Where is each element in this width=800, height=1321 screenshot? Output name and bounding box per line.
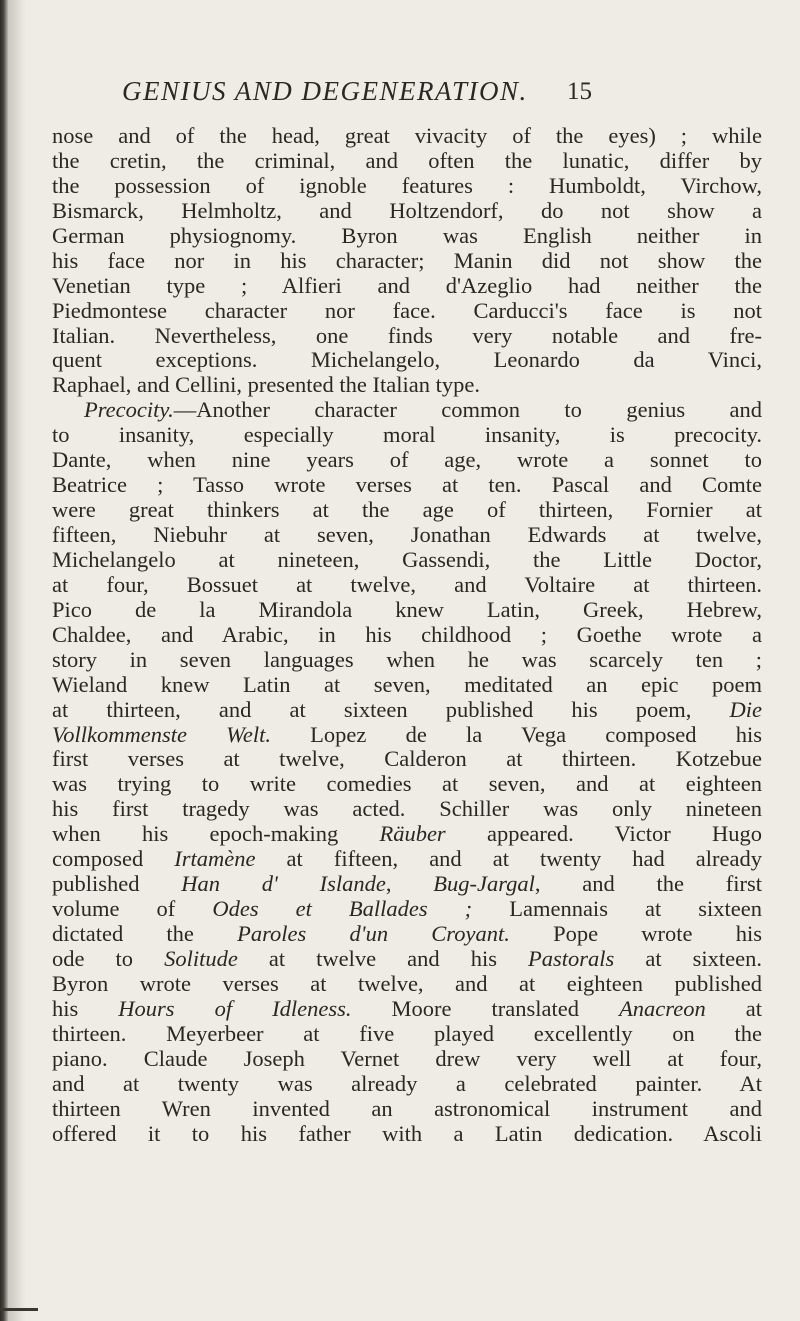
- text-segment: first verses at twelve, Calderon at thirteen. Kotzebue: [52, 746, 762, 772]
- text-line: [52, 897, 762, 922]
- text-line: [52, 673, 762, 698]
- italic-text: Irtamène: [174, 846, 256, 872]
- text-segment: Piedmontese character nor face. Carducci's face is not: [52, 297, 762, 323]
- text-line: [52, 274, 762, 299]
- text-segment: at fifteen, and at twenty had already: [255, 846, 763, 872]
- text-line: [52, 174, 762, 199]
- text-segment: Byron wrote verses at twelve, and at eighteen published: [52, 970, 762, 996]
- text-line: [52, 398, 762, 423]
- text-segment: and at twenty was already a celebrated painter. At: [52, 1070, 762, 1096]
- gutter-shadow: [8, 0, 26, 1321]
- text-segment: Dante, when nine years of age, wrote a sonnet to: [52, 447, 762, 473]
- text-line: [52, 1122, 762, 1147]
- text-segment: his: [52, 995, 119, 1021]
- italic-text: Paroles d'un Croyant.: [237, 921, 510, 946]
- text-segment: at thirteen, and at sixteen published his poem,: [52, 696, 730, 722]
- text-line: [52, 299, 762, 324]
- text-line: [52, 1097, 762, 1122]
- text-segment: Lopez de la Vega composed his: [270, 721, 762, 747]
- italic-text: Räuber: [379, 821, 446, 847]
- text-segment: at twelve and his: [237, 945, 529, 971]
- text-segment: Moore translated: [351, 995, 620, 1021]
- text-segment: thirteen. Meyerbeer at five played excellently on the: [52, 1020, 762, 1046]
- text-line: [52, 373, 762, 398]
- text-segment: at: [705, 995, 762, 1021]
- text-line: [52, 1072, 762, 1097]
- text-segment: at sixteen.: [614, 945, 762, 971]
- text-line: [52, 847, 762, 872]
- text-segment: were great thinkers at the age of thirteen, Fornier at: [52, 497, 762, 523]
- text-segment: to insanity, especially moral insanity, is precocity.: [52, 422, 762, 448]
- text-line: [52, 473, 762, 498]
- text-line: [52, 1047, 762, 1072]
- text-segment: the possession of ignoble features : Humboldt, Virchow,: [52, 172, 762, 198]
- text-segment: appeared. Victor Hugo: [445, 821, 762, 847]
- text-segment: German physiognomy. Byron was English neither in: [52, 222, 762, 248]
- text-line: [52, 199, 762, 224]
- text-segment: Chaldee, and Arabic, in his childhood ; Goethe wrote a: [52, 621, 762, 647]
- text-segment: dictated the: [52, 921, 238, 946]
- text-line: [52, 723, 762, 748]
- text-line: [52, 249, 762, 274]
- text-line: [52, 997, 762, 1022]
- text-line: [52, 623, 762, 648]
- text-segment: —Another character common to genius and: [173, 397, 762, 423]
- text-line: [52, 523, 762, 548]
- text-segment: Lamennais at sixteen: [472, 896, 763, 922]
- book-spine-edge: [0, 0, 8, 1321]
- text-line: [52, 922, 762, 947]
- text-segment: Pope wrote his: [509, 921, 762, 946]
- text-line: [52, 448, 762, 473]
- page-number: 15: [567, 78, 592, 105]
- text-line: [52, 423, 762, 448]
- text-segment: fifteen, Niebuhr at seven, Jonathan Edwards at twelve,: [52, 522, 762, 547]
- running-title: GENIUS AND DEGENERATION.: [122, 76, 528, 106]
- text-segment: ode to: [52, 945, 165, 971]
- italic-text: Die: [729, 696, 762, 722]
- text-segment: at four, Bossuet at twelve, and Voltaire at thirteen.: [52, 571, 762, 597]
- italic-text: Vollkommenste Welt.: [52, 721, 271, 747]
- text-line: [52, 573, 762, 598]
- text-segment: his face nor in his character; Manin did not show the: [52, 247, 762, 273]
- text-line: [52, 224, 762, 249]
- text-line: [52, 149, 762, 174]
- text-line: [52, 747, 762, 772]
- italic-text: Anacreon: [619, 995, 706, 1021]
- text-segment: Italian. Nevertheless, one finds very notable and fre-: [52, 322, 762, 348]
- italic-text: Solitude: [164, 945, 238, 971]
- italic-text: Odes et Ballades ;: [212, 896, 473, 922]
- text-segment: Bismarck, Helmholtz, and Holtzendorf, do not show a: [52, 197, 762, 223]
- text-segment: Raphael, and Cellini, presented the Italian type.: [52, 372, 480, 398]
- italic-text: Bug-Jargal: [433, 871, 535, 897]
- text-segment: nose and of the head, great vivacity of the eyes) ; while: [52, 123, 762, 148]
- text-segment: the cretin, the criminal, and often the lunatic, differ by: [52, 147, 762, 173]
- body-text: [52, 124, 762, 1146]
- text-line: [52, 324, 762, 349]
- italic-text: Hours of Idleness.: [118, 995, 352, 1021]
- text-segment: was trying to write comedies at seven, and at eighteen: [52, 771, 762, 797]
- text-line: [52, 648, 762, 673]
- text-segment: , and the first: [534, 871, 763, 897]
- text-line: [52, 822, 762, 847]
- text-segment: offered it to his father with a Latin dedication. Ascoli: [52, 1120, 762, 1146]
- page-edge-mark: [0, 1308, 38, 1311]
- text-segment: volume of: [52, 896, 213, 922]
- text-line: [52, 548, 762, 573]
- italic-text: Han d' Islande: [181, 871, 386, 897]
- text-line: [52, 124, 762, 149]
- text-segment: Beatrice ; Tasso wrote verses at ten. Pascal and Comte: [52, 472, 762, 498]
- text-segment: Pico de la Mirandola knew Latin, Greek, Hebrew,: [52, 596, 762, 622]
- text-segment: quent exceptions. Michelangelo, Leonardo da Vinci,: [52, 347, 762, 373]
- text-line: [52, 872, 762, 897]
- text-line: [52, 1022, 762, 1047]
- text-segment: piano. Claude Joseph Vernet drew very well at four,: [52, 1045, 762, 1071]
- text-line: [52, 598, 762, 623]
- text-line: [52, 498, 762, 523]
- text-segment: composed: [52, 846, 175, 872]
- text-segment: ,: [385, 871, 434, 897]
- text-segment: published: [52, 871, 182, 897]
- text-segment: Wieland knew Latin at seven, meditated an epic poem: [52, 671, 762, 697]
- text-segment: his first tragedy was acted. Schiller was only nineteen: [52, 796, 762, 822]
- page-header: [122, 76, 592, 112]
- text-line: [52, 947, 762, 972]
- text-line: [52, 972, 762, 997]
- text-line: [52, 698, 762, 723]
- text-line: [52, 797, 762, 822]
- text-line: [52, 772, 762, 797]
- text-line: [52, 348, 762, 373]
- text-segment: when his epoch-making: [52, 821, 380, 847]
- italic-text: Precocity.: [84, 397, 174, 423]
- text-segment: story in seven languages when he was scarcely ten ;: [52, 646, 762, 672]
- text-segment: thirteen Wren invented an astronomical instrument and: [52, 1095, 762, 1121]
- text-segment: Venetian type ; Alfieri and d'Azeglio had neither the: [52, 272, 762, 298]
- text-segment: Michelangelo at nineteen, Gassendi, the Little Doctor,: [52, 546, 762, 572]
- italic-text: Pastorals: [528, 945, 615, 971]
